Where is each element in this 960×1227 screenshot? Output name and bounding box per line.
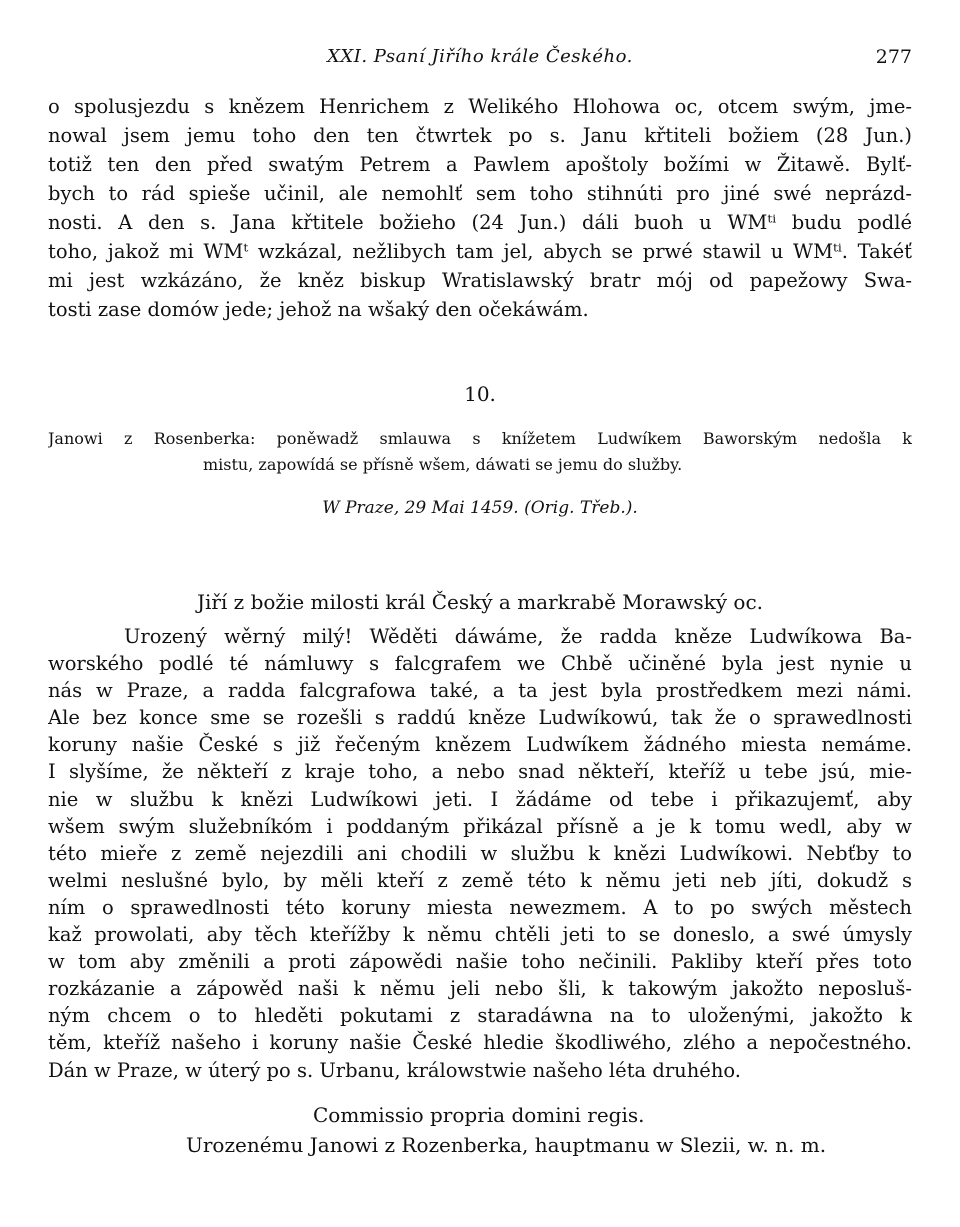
summary-line: Janowi z Rosenberka: poněwadž smlauwa s knížetem Ludwíkem Baworským nedošla k: [48, 429, 912, 448]
text-line: nowal jsem jemu toho den ten čtwrtek po s. Janu křtiteli božiem (28 Jun.): [48, 124, 912, 147]
letter-line: nie w službu k knězi Ludwíkowi jeti. I žádáme od tebe i přikazujemť, aby: [48, 787, 912, 811]
letter-line: wšem swým služebníkóm i poddaným přikázal přísně a je k tomu wedl, aby w: [48, 814, 912, 838]
dateline: W Praze, 29 Mai 1459. (Orig. Třeb.).: [322, 498, 638, 518]
letter-line: Dán w Praze, w úterý po s. Urbanu, králowstwie našeho léta druhého.: [48, 1058, 741, 1082]
text-line: bych to rád spieše učinil, ale nemohlť sem toho stihnúti pro jiné swé neprázd-: [48, 182, 912, 205]
letter-line: welmi neslušné bylo, by měli kteří z země této k němu jeti neb jíti, dokudž s: [48, 868, 912, 892]
closing-address: Urozenému Janowi z Rozenberka, hauptmanu w Slezii, w. n. m.: [186, 1133, 827, 1157]
letter-line: ním o sprawedlnosti této koruny miesta newezmem. A to po swých městech: [48, 895, 912, 919]
closing-commission: Commissio propria domini regis.: [313, 1103, 645, 1127]
letter-line: koruny našie České s již řečeným knězem Ludwíkem žádného miesta nemáme.: [48, 733, 912, 757]
letter-line: kaž prowolati, aby těch kteřížby k němu chtěli jeti to se doneslo, a swé úmysly: [48, 923, 912, 947]
page-number: 277: [875, 46, 912, 68]
text-line: toho, jakož mi WMᵗ wzkázal, nežlibych tam jel, abych se prwé stawil u WMᵗⁱ. Takéť: [48, 240, 912, 263]
letter-line: Urozený wěrný milý! Wěděti dáwáme, že radda kněze Ludwíkowa Ba-: [124, 625, 912, 648]
running-title: XXI. Psaní Jiřího krále Českého.: [327, 46, 633, 67]
letter-line: I slyšíme, že někteří z kraje toho, a nebo snad někteří, kteříž u tebe jsú, mie-: [48, 760, 912, 784]
text-line: tosti zase domów jede; jehož na wšaký den očekáwám.: [48, 298, 589, 321]
salutation: Jiří z božie milosti král Český a markrabě Morawský oc.: [196, 590, 764, 614]
letter-line: Ale bez konce sme se rozešli s raddú kněze Ludwíkowú, tak že o sprawedlnosti: [48, 706, 912, 730]
page-header: [48, 46, 912, 76]
letter-line: worského podlé té námluwy s falcgrafem we Chbě učiněné byla jest nynie u: [48, 652, 912, 676]
document-summary: [48, 426, 912, 478]
text-line: totiž ten den před swatým Petrem a Pawlem apoštoly božími w Žitawě. Bylť-: [48, 153, 912, 176]
letter-body: [48, 623, 912, 1084]
letter-line: těm, kteříž našeho i koruny našie České hledie škodliwého, zlého a nepočestného.: [48, 1031, 912, 1055]
letter-line: w tom aby změnili a proti zápowědi našie toho nečinili. Pakliby kteří přes toto: [48, 950, 912, 974]
text-line: o spolusjezdu s knězem Henrichem z Welikého Hlohowa oc, otcem swým, jme-: [48, 95, 912, 118]
letter-line: této mieře z země nejezdili ani chodili w službu k knězi Ludwíkowi. Nebťby to: [48, 841, 912, 865]
text-line: mi jest wzkázáno, že kněz biskup Wratislawský bratr mój od papežowy Swa-: [48, 269, 912, 292]
letter-line: ným chcem o to hleděti pokutami z staradáwna na to uloženými, jakožto k: [48, 1004, 912, 1028]
letter-line: nás w Praze, a radda falcgrafowa také, a ta jest byla prostředkem mezi námi.: [48, 679, 912, 703]
summary-line: mistu, zapowídá se přísně wšem, dáwati se jemu do služby.: [203, 455, 683, 474]
letter-line: rozkázanie a zápowěd naši k němu jeli nebo šli, k takowým jakožto neposluš-: [48, 977, 912, 1001]
document-number: 10.: [464, 382, 496, 406]
continued-paragraph: [48, 92, 912, 324]
text-line: nosti. A den s. Jana křtitele božieho (24 Jun.) dáli buoh u WMᵗⁱ budu podlé: [48, 211, 912, 234]
